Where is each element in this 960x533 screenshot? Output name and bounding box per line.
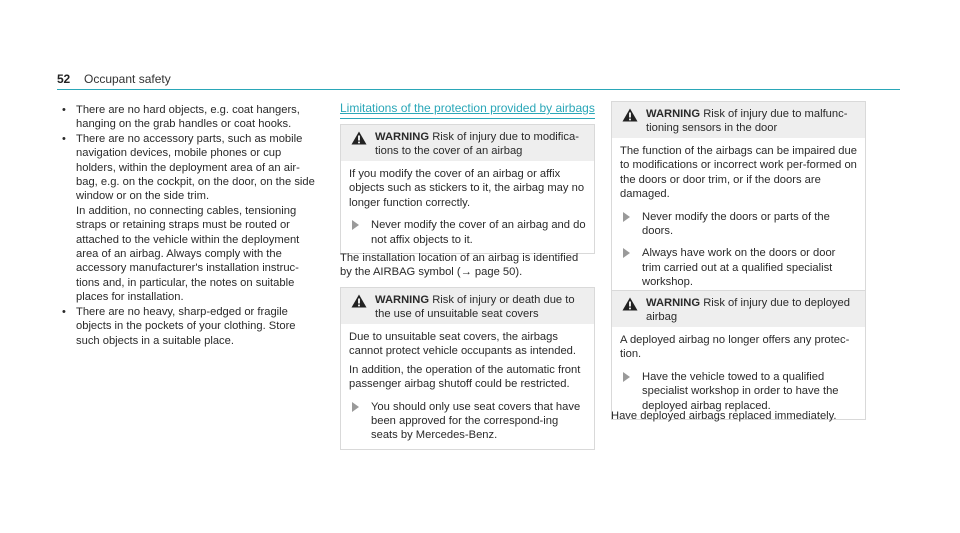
final-note: Have deployed airbags replaced immediately. — [611, 410, 837, 422]
warning-triangle-icon — [622, 108, 638, 122]
page-number: 52 — [57, 72, 70, 86]
instruction-step — [620, 246, 857, 289]
warning-text: The function of the airbags can be impaired due to modifications or incorrect work per-formed on the doors or door trim, or if the doors are damaged. — [620, 145, 857, 201]
warning-header — [341, 125, 594, 161]
warning-box-seat-covers — [340, 287, 595, 450]
step-text: Have the vehicle towed to a qualified specialist workshop in order to have the deployed airbag replaced. — [642, 370, 839, 412]
warning-header — [612, 102, 865, 138]
section-heading-text: Limitations of the protection provided by airbags — [340, 101, 595, 115]
warning-text: A deployed airbag no longer offers any protec-tion. — [620, 334, 850, 361]
installation-note: The installation location of an airbag is identified by the AIRBAG symbol (→ page 50). — [340, 252, 579, 279]
step-text: You should only use seat covers that have been approved for the correspond-ing seats by Mercedes-Benz. — [371, 400, 581, 442]
bullet-dot-icon: • — [62, 104, 66, 116]
instruction-step — [620, 370, 857, 413]
warning-title: Risk of injury due to malfunc-tioning sensors in the door — [646, 108, 848, 134]
instruction-step — [349, 400, 586, 443]
bullet-dot-icon: • — [62, 132, 66, 145]
list-item-text: There are no heavy, sharp-edged or fragile objects in the pockets of your clothing. Store such objects in a suitable place. — [76, 305, 296, 347]
warning-label: WARNING — [646, 108, 701, 120]
warning-box-airbag-cover — [340, 124, 595, 254]
step-text: Never modify the doors or parts of the doors. — [642, 210, 830, 238]
warning-title: Risk of injury or death due to the use of unsuitable seat covers — [375, 294, 575, 320]
instruction-step — [620, 210, 857, 239]
warning-body — [612, 138, 865, 296]
warning-header — [341, 288, 594, 324]
list-item — [62, 103, 320, 132]
bullet-dot-icon: • — [62, 305, 66, 318]
warning-triangle-icon — [351, 294, 367, 308]
step-arrow-icon — [352, 220, 359, 230]
warning-label: WARNING — [375, 294, 430, 306]
step-arrow-icon — [352, 402, 359, 412]
list-item — [62, 132, 320, 305]
running-header: Occupant safety — [84, 72, 171, 86]
warning-text: If you modify the cover of an airbag or affix objects such as stickers to it, the airbag may no longer function correctly. — [349, 168, 585, 209]
step-arrow-icon — [623, 248, 630, 258]
warning-body — [612, 327, 865, 419]
warning-text: In addition, the operation of the automatic front passenger airbag shutoff could be restricted. — [349, 363, 581, 391]
step-arrow-icon — [623, 212, 630, 222]
list-item — [62, 305, 320, 348]
list-item-text: There are no hard objects, e.g. coat hangers, hanging on the grab handles or coat hooks. — [76, 104, 300, 131]
warning-box-deployed-airbag — [611, 290, 866, 420]
header-rule — [57, 89, 900, 90]
step-text: Never modify the cover of an airbag and do not affix objects to it. — [371, 219, 586, 246]
step-text: Always have work on the doors or door trim carried out at a qualified specialist workshop. — [642, 247, 836, 289]
warning-text: Due to unsuitable seat covers, the airbags cannot protect vehicle occupants as intended. — [349, 331, 577, 358]
warning-label: WARNING — [646, 297, 701, 309]
warning-label: WARNING — [375, 131, 430, 143]
warning-title: Risk of injury due to modifica-tions to the cover of an airbag — [375, 131, 579, 157]
instruction-step — [349, 218, 586, 247]
bullet-list — [62, 103, 320, 348]
list-item-text: There are no accessory parts, such as mobile navigation devices, mobile phones or cup holders, within the deployment area of an air-bag, e.g. on the cockpit, on the door, on the side window or on the side trim. — [76, 132, 315, 203]
warning-body — [341, 324, 594, 449]
section-heading — [340, 101, 595, 119]
warning-title: Risk of injury due to deployed airbag — [646, 297, 850, 323]
list-item-subtext: In addition, no connecting cables, tensioning straps or retaining straps must be routed or attached to the vehicle within the deployment area of an airbag. Always comply with the accessory manufacturer's installation instruc-tions and, in particular, the notes on suitable places for installation. — [76, 204, 300, 304]
warning-triangle-icon — [622, 297, 638, 311]
warning-triangle-icon — [351, 131, 367, 145]
warning-box-door-sensors — [611, 101, 866, 297]
warning-header — [612, 291, 865, 327]
step-arrow-icon — [623, 372, 630, 382]
warning-body — [341, 161, 594, 253]
